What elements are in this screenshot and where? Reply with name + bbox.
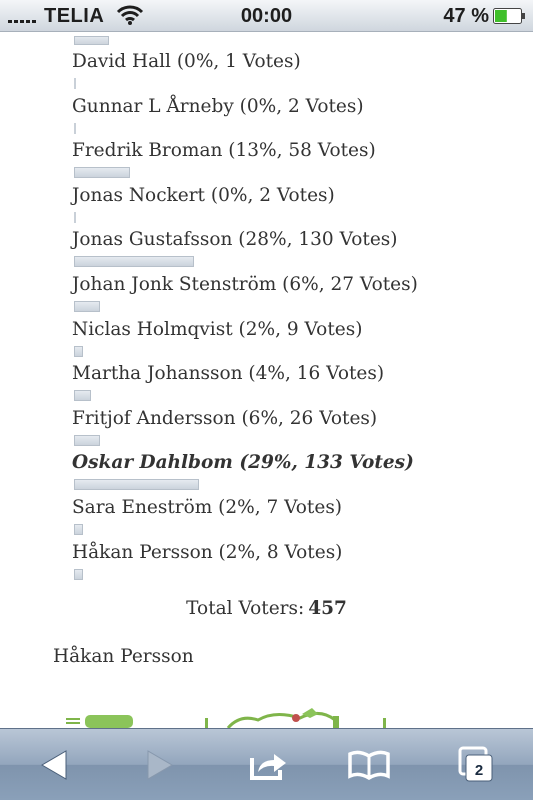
poll-option-bar — [74, 346, 83, 357]
clock: 00:00 — [240, 5, 293, 27]
poll-option-bar — [74, 569, 83, 580]
poll-option-bar — [74, 390, 91, 401]
poll-option-label: Fredrik Broman (13%, 58 Votes) — [72, 140, 376, 162]
poll-option-label: Oskar Dahlbom (29%, 133 Votes) — [72, 452, 414, 474]
poll-option-label: Johan Jonk Stenström (6%, 27 Votes) — [72, 274, 418, 295]
bookmarks-icon — [347, 750, 391, 780]
poll-option-label: Jonas Nockert (0%, 2 Votes) — [72, 184, 335, 206]
status-bar — [0, 0, 533, 32]
poll-option-label: David Hall (0%, 1 Votes) — [72, 51, 301, 72]
poll-option-bar — [74, 123, 76, 134]
poll-option-label: Martha Johansson (4%, 16 Votes) — [72, 363, 385, 385]
poll-option-label: Fritjof Andersson (6%, 26 Votes) — [72, 407, 378, 429]
share-button[interactable] — [246, 743, 290, 787]
browser-toolbar — [0, 728, 533, 800]
poll-option-label: Gunnar L Årneby (0%, 2 Votes) — [72, 95, 364, 117]
poll-option-bar — [74, 212, 76, 223]
share-icon — [248, 748, 288, 782]
forward-icon — [146, 749, 174, 781]
battery-icon — [493, 8, 525, 24]
forward-button[interactable] — [138, 743, 182, 787]
poll-option-bar — [74, 167, 130, 178]
poll-option-bar — [74, 435, 100, 446]
bookmarks-button[interactable] — [347, 743, 391, 787]
total-voters-label: Total Voters: — [186, 598, 305, 619]
poll-option-bar — [74, 78, 76, 89]
tabs-button[interactable] — [455, 743, 499, 787]
tabs-icon — [457, 746, 497, 784]
footer-banner — [0, 706, 533, 728]
poll-option-bar — [74, 301, 100, 312]
back-button[interactable] — [32, 743, 76, 787]
previous-result-bar — [74, 36, 109, 45]
tab-count: 2 — [474, 762, 484, 779]
poll-option-label: Sara Eneström (2%, 7 Votes) — [72, 497, 343, 518]
back-icon — [40, 749, 68, 781]
total-voters — [0, 598, 533, 619]
battery-percentage: 47 % — [443, 5, 489, 27]
decorative-banner-icon — [0, 706, 533, 728]
poll-option-label: Jonas Gustafsson (28%, 130 Votes) — [72, 229, 398, 251]
poll-option-label: Håkan Persson (2%, 8 Votes) — [72, 541, 343, 563]
poll-option-bar — [74, 479, 199, 490]
total-voters-count: 457 — [308, 598, 347, 619]
poll-option-label: Niclas Holmqvist (2%, 9 Votes) — [72, 318, 363, 340]
author-name[interactable]: Håkan Persson — [53, 646, 194, 667]
poll-option-bar — [74, 256, 194, 267]
carrier-name: TELIA — [44, 5, 105, 27]
poll-option-bar — [74, 524, 83, 535]
